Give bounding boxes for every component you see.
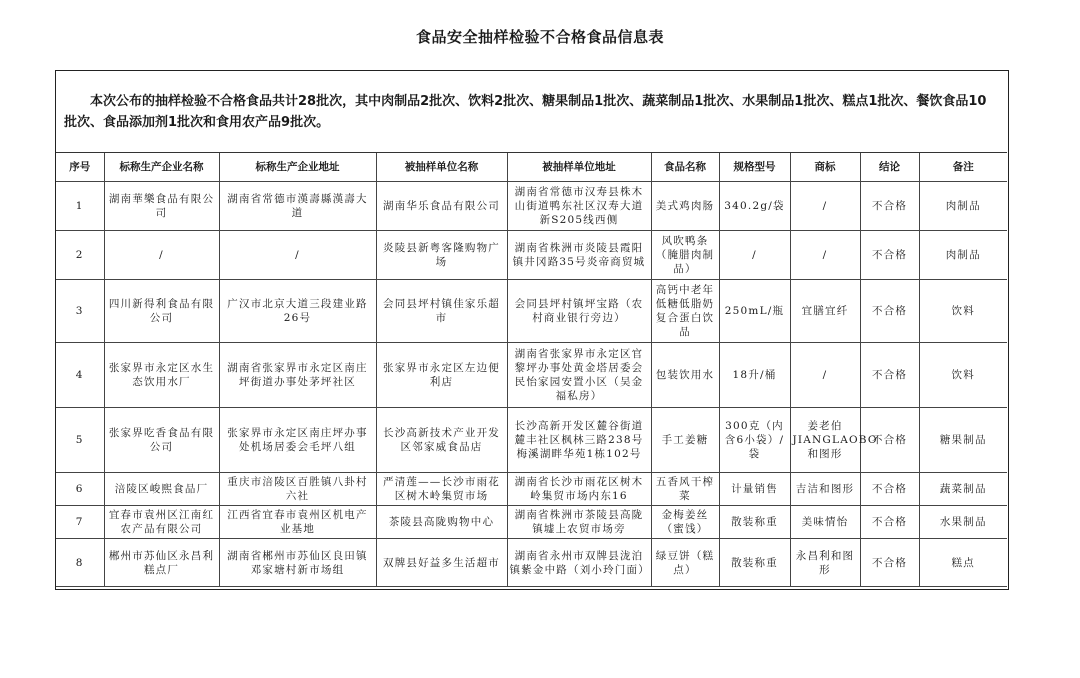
table-row xyxy=(56,231,1007,280)
cell-producer-name: / xyxy=(104,231,219,280)
cell-producer-address: 广汉市北京大道三段建业路26号 xyxy=(219,280,376,343)
table-row xyxy=(56,539,1007,587)
cell-trademark: 美味情怡 xyxy=(790,506,860,539)
cell-remarks: 饮料 xyxy=(919,343,1007,408)
cell-food-name: 包装饮用水 xyxy=(651,343,719,408)
cell-index: 1 xyxy=(56,182,104,231)
cell-sampled-unit-name: 长沙高新技术产业开发区邻家威食品店 xyxy=(376,408,507,473)
header-food-name: 食品名称 xyxy=(651,153,719,182)
table-row xyxy=(56,280,1007,343)
cell-index: 5 xyxy=(56,408,104,473)
cell-spec: 散装称重 xyxy=(719,539,790,587)
cell-food-name: 金梅姜丝（蜜饯） xyxy=(651,506,719,539)
header-index: 序号 xyxy=(56,153,104,182)
cell-producer-name: 宜春市袁州区江南红农产品有限公司 xyxy=(104,506,219,539)
cell-food-name: 美式鸡肉肠 xyxy=(651,182,719,231)
header-conclusion: 结论 xyxy=(860,153,919,182)
cell-spec: 散装称重 xyxy=(719,506,790,539)
cell-trademark: 宜膳宜纤 xyxy=(790,280,860,343)
page-title: 食品安全抽样检验不合格食品信息表 xyxy=(415,28,664,46)
header-remarks: 备注 xyxy=(919,153,1007,182)
cell-spec: 计量销售 xyxy=(719,473,790,506)
cell-producer-address: 重庆市涪陵区百胜镇八卦村六社 xyxy=(219,473,376,506)
cell-index: 4 xyxy=(56,343,104,408)
cell-spec: 340.2g/袋 xyxy=(719,182,790,231)
cell-producer-name: 涪陵区峻熙食品厂 xyxy=(104,473,219,506)
cell-sampled-unit-address: 湖南省株洲市茶陵县高陇镇墟上农贸市场旁 xyxy=(507,506,651,539)
cell-producer-address: 湖南省常德市漢壽縣漢壽大道 xyxy=(219,182,376,231)
cell-food-name: 五香风干榨菜 xyxy=(651,473,719,506)
cell-producer-address: 江西省宜春市袁州区机电产业基地 xyxy=(219,506,376,539)
cell-index: 7 xyxy=(56,506,104,539)
cell-producer-address: 张家界市永定区南庄坪办事处机场居委会毛坪八组 xyxy=(219,408,376,473)
cell-conclusion: 不合格 xyxy=(860,408,919,473)
cell-producer-address: 湖南省郴州市苏仙区良田镇邓家塘村新市场组 xyxy=(219,539,376,587)
table-row xyxy=(56,343,1007,408)
cell-spec: / xyxy=(719,231,790,280)
cell-food-name: 风吹鸭条（腌腊肉制品） xyxy=(651,231,719,280)
table-row xyxy=(56,473,1007,506)
cell-remarks: 糖果制品 xyxy=(919,408,1007,473)
header-sampled-unit-name: 被抽样单位名称 xyxy=(376,153,507,182)
info-table xyxy=(56,153,1007,587)
cell-trademark: 永昌利和图形 xyxy=(790,539,860,587)
cell-trademark: / xyxy=(790,231,860,280)
table-row xyxy=(56,408,1007,473)
cell-sampled-unit-address: 湖南省张家界市永定区官黎坪办事处黄金塔居委会民怡家园安置小区（吴金福私房） xyxy=(507,343,651,408)
cell-trademark: / xyxy=(790,343,860,408)
cell-conclusion: 不合格 xyxy=(860,182,919,231)
cell-sampled-unit-name: 张家界市永定区左边便利店 xyxy=(376,343,507,408)
cell-sampled-unit-address: 湖南省株洲市炎陵县霞阳镇井冈路35号炎帝商贸城 xyxy=(507,231,651,280)
cell-sampled-unit-name: 炎陵县新粤客隆购物广场 xyxy=(376,231,507,280)
cell-index: 3 xyxy=(56,280,104,343)
cell-remarks: 肉制品 xyxy=(919,231,1007,280)
info-table-frame xyxy=(55,70,1009,590)
cell-trademark: 姜老伯JIANGLAOBO和图形 xyxy=(790,408,860,473)
cell-sampled-unit-address: 湖南省常德市汉寿县株木山街道鸭东社区汉寿大道新S205线西侧 xyxy=(507,182,651,231)
cell-trademark: / xyxy=(790,182,860,231)
cell-producer-address: 湖南省张家界市永定区南庄坪街道办事处茅坪社区 xyxy=(219,343,376,408)
cell-remarks: 蔬菜制品 xyxy=(919,473,1007,506)
cell-spec: 250mL/瓶 xyxy=(719,280,790,343)
cell-sampled-unit-address: 长沙高新开发区麓谷街道麓丰社区枫林三路238号梅溪湖畔华苑1栋102号 xyxy=(507,408,651,473)
cell-conclusion: 不合格 xyxy=(860,343,919,408)
cell-conclusion: 不合格 xyxy=(860,231,919,280)
table-row xyxy=(56,506,1007,539)
cell-producer-name: 湖南華樂食品有限公司 xyxy=(104,182,219,231)
cell-spec: 18升/桶 xyxy=(719,343,790,408)
cell-sampled-unit-address: 湖南省永州市双牌县泷泊镇紫金中路（刘小玲门面） xyxy=(507,539,651,587)
cell-sampled-unit-address: 湖南省长沙市雨花区树木岭集贸市场内东16 xyxy=(507,473,651,506)
cell-food-name: 绿豆饼（糕点） xyxy=(651,539,719,587)
cell-sampled-unit-name: 湖南华乐食品有限公司 xyxy=(376,182,507,231)
cell-sampled-unit-name: 严清莲——长沙市雨花区树木岭集贸市场 xyxy=(376,473,507,506)
header-producer-name: 标称生产企业名称 xyxy=(104,153,219,182)
header-spec: 规格型号 xyxy=(719,153,790,182)
cell-conclusion: 不合格 xyxy=(860,473,919,506)
cell-remarks: 水果制品 xyxy=(919,506,1007,539)
header-sampled-unit-address: 被抽样单位地址 xyxy=(507,153,651,182)
cell-producer-name: 郴州市苏仙区永昌利糕点厂 xyxy=(104,539,219,587)
cell-food-name: 高钙中老年低糖低脂奶复合蛋白饮品 xyxy=(651,280,719,343)
cell-spec: 300克（内含6小袋）/袋 xyxy=(719,408,790,473)
cell-sampled-unit-address: 会同县坪村镇坪宝路（农村商业银行旁边） xyxy=(507,280,651,343)
cell-remarks: 肉制品 xyxy=(919,182,1007,231)
cell-remarks: 饮料 xyxy=(919,280,1007,343)
cell-conclusion: 不合格 xyxy=(860,506,919,539)
cell-producer-address: / xyxy=(219,231,376,280)
cell-producer-name: 四川新得利食品有限公司 xyxy=(104,280,219,343)
cell-conclusion: 不合格 xyxy=(860,280,919,343)
table-header-row xyxy=(56,153,1007,182)
cell-trademark: 吉洁和图形 xyxy=(790,473,860,506)
cell-sampled-unit-name: 双牌县好益多生活超市 xyxy=(376,539,507,587)
intro-paragraph: 本次公布的抽样检验不合格食品共计28批次，其中肉制品2批次、饮料2批次、糖果制品1批次、蔬菜制品1批次、水果制品1批次、糕点1批次、餐饮食品10批次、食品添加剂1批次和食用农产品9批次。 xyxy=(56,71,1007,153)
cell-index: 6 xyxy=(56,473,104,506)
table-row xyxy=(56,182,1007,231)
cell-sampled-unit-name: 会同县坪村镇佳家乐超市 xyxy=(376,280,507,343)
cell-sampled-unit-name: 茶陵县高陇购物中心 xyxy=(376,506,507,539)
cell-index: 2 xyxy=(56,231,104,280)
cell-conclusion: 不合格 xyxy=(860,539,919,587)
cell-producer-name: 张家界吃香食品有限公司 xyxy=(104,408,219,473)
cell-index: 8 xyxy=(56,539,104,587)
header-producer-address: 标称生产企业地址 xyxy=(219,153,376,182)
cell-producer-name: 张家界市永定区水生态饮用水厂 xyxy=(104,343,219,408)
cell-remarks: 糕点 xyxy=(919,539,1007,587)
header-trademark: 商标 xyxy=(790,153,860,182)
cell-food-name: 手工姜糖 xyxy=(651,408,719,473)
